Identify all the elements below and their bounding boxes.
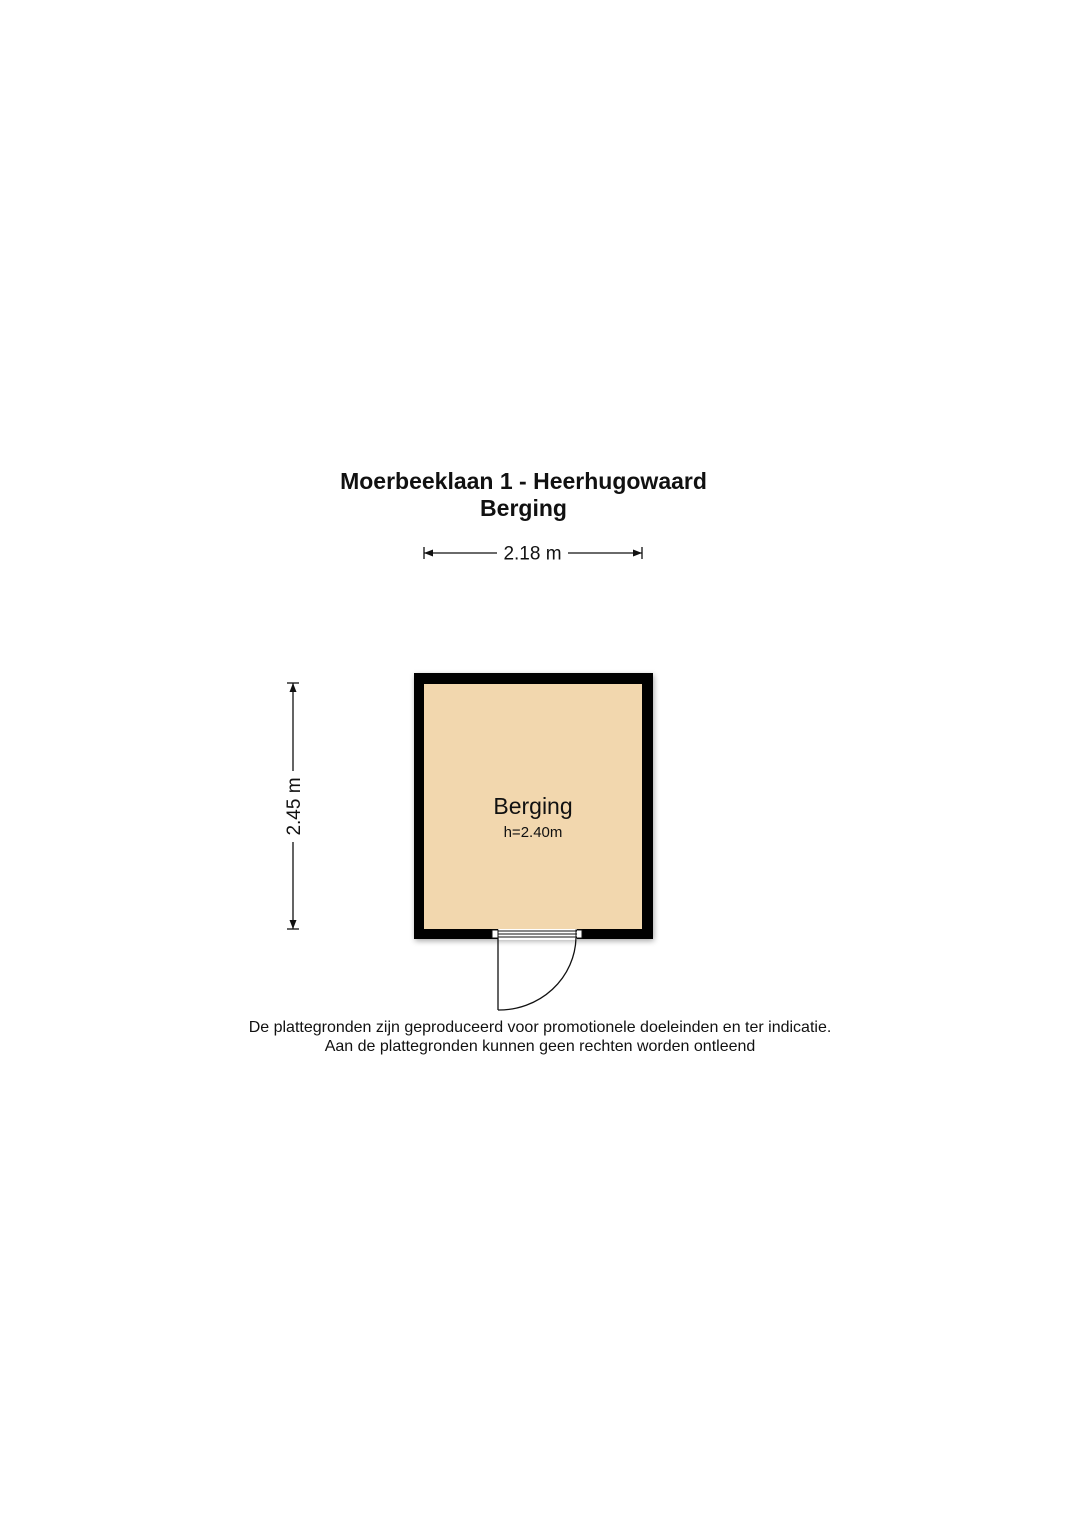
right-arrow-icon	[633, 550, 642, 557]
width-dimension-label: 2.18 m	[503, 543, 562, 565]
room-berging	[414, 673, 653, 1010]
disclaimer-line-1: De plattegronden zijn geproduceerd voor promotionele doeleinden en ter indicatie.	[248, 1019, 832, 1036]
depth-dimension	[284, 683, 305, 929]
door-swing-arc	[498, 938, 576, 1010]
up-arrow-icon	[290, 683, 297, 692]
left-arrow-icon	[424, 550, 433, 557]
room-height-label: h=2.40m	[503, 824, 563, 841]
disclaimer-line-2: Aan de plattegronden kunnen geen rechten worden ontleend	[324, 1038, 756, 1055]
width-dimension	[424, 544, 642, 565]
down-arrow-icon	[290, 920, 297, 929]
depth-dimension-label: 2.45 m	[284, 777, 305, 836]
plan-address-title: Moerbeeklaan 1 - Heerhugowaard	[340, 468, 707, 494]
plan-floor-title: Berging	[480, 495, 567, 521]
room-name-label: Berging	[493, 793, 573, 819]
